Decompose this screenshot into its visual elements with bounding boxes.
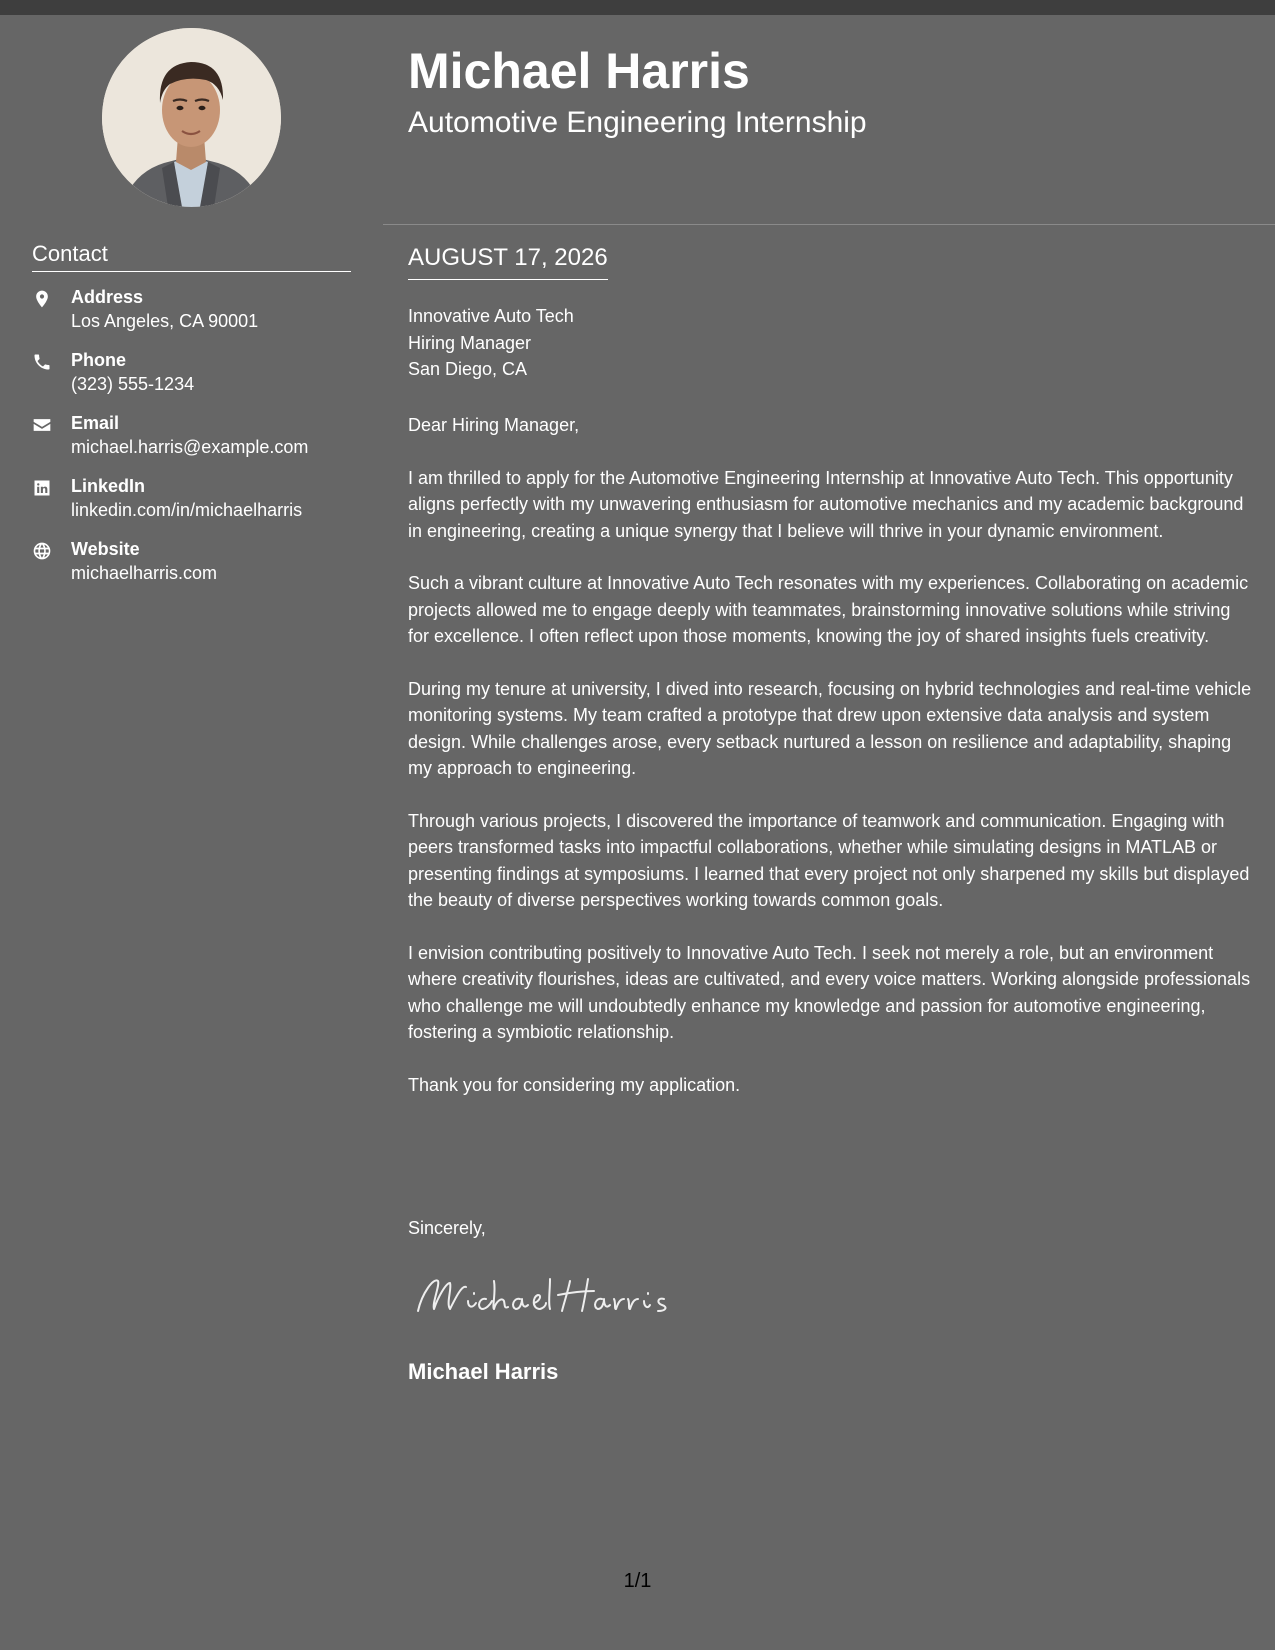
salutation: Dear Hiring Manager, — [408, 415, 580, 435]
contact-value: michaelharris.com — [71, 563, 218, 583]
contact-label: Website — [71, 539, 140, 559]
contact-value: michael.harris@example.com — [71, 437, 309, 457]
letter-body — [408, 412, 1253, 1124]
contact-address — [32, 285, 362, 348]
contact-heading: Contact — [32, 241, 351, 272]
linkedin-icon — [32, 478, 54, 500]
sidebar — [0, 15, 383, 1650]
document-page — [0, 15, 1275, 1650]
paragraph: I envision contributing positively to Innovative Auto Tech. I seek not merely a role, but an environment where creativity flourishes, ideas are cultivated, and every voice matters. Working alongside professionals who challenge me will undoubtedly enhance my knowledge and passion for automotive engineering, fostering a symbiotic relationship. — [408, 942, 1251, 1042]
contact-value: Los Angeles, CA 90001 — [71, 311, 259, 331]
avatar — [102, 28, 281, 207]
envelope-icon — [32, 415, 54, 437]
globe-icon — [32, 541, 54, 563]
phone-icon — [32, 352, 54, 374]
recipient-location: San Diego, CA — [408, 359, 528, 379]
contact-label: Email — [71, 413, 120, 433]
paragraph: Thank you for considering my application. — [408, 1074, 741, 1095]
paragraph: Through various projects, I discovered the importance of teamwork and communication. Engaging with peers transformed tasks into impactful collaborations, whether while simulating designs in MATLAB or presenting findings at symposiums. I learned that every project not only sharpened my skills but displayed the beauty of diverse perspectives working towards common goals. — [408, 810, 1250, 910]
recipient-company: Innovative Auto Tech — [408, 306, 574, 326]
contact-value: linkedin.com/in/michaelharris — [71, 500, 303, 520]
profile-photo — [102, 28, 281, 207]
applicant-name: Michael Harris — [408, 43, 750, 99]
paragraph: During my tenure at university, I dived into research, focusing on hybrid technologies and real-time vehicle monitoring systems. My team crafted a prototype that drew upon extensive data analysis and system design. While challenges arose, every setback nurtured a lesson on resilience and adaptability, shaping my approach to engineering. — [408, 678, 1252, 778]
closing: Sincerely, — [408, 1218, 486, 1238]
top-bar — [0, 0, 1275, 15]
contact-value: (323) 555-1234 — [71, 374, 195, 394]
contact-website — [32, 537, 362, 600]
handwritten-signature — [412, 1263, 672, 1333]
contact-label: Address — [71, 287, 144, 307]
page-indicator: 1/1 — [623, 1570, 652, 1592]
recipient-title: Hiring Manager — [408, 332, 532, 353]
contact-label: Phone — [71, 350, 127, 370]
recipient-block — [408, 303, 574, 383]
contact-label: LinkedIn — [71, 476, 146, 496]
contact-list — [32, 285, 362, 600]
job-title: Automotive Engineering Internship — [408, 106, 867, 139]
contact-linkedin — [32, 474, 362, 537]
paragraph: Such a vibrant culture at Innovative Auto Tech resonates with my experiences. Collaborating on academic projects allowed me to engage deeply with teammates, brainstorming innovative solutions while striving for excellence. I often reflect upon those moments, knowing the joy of shared insights fuels creativity. — [408, 573, 1249, 646]
paragraph: I am thrilled to apply for the Automotive Engineering Internship at Innovative Auto Tech. This opportunity aligns perfectly with my unwavering enthusiasm for automotive mechanics and my academic background in engineering, creating a unique synergy that I believe will thrive in your dynamic environment. — [408, 467, 1244, 541]
map-pin-icon — [32, 289, 54, 311]
header-divider — [383, 224, 1275, 225]
contact-email — [32, 411, 362, 474]
contact-phone — [32, 348, 362, 411]
signer-name: Michael Harris — [408, 1359, 559, 1384]
letter-date: AUGUST 17, 2026 — [408, 243, 608, 280]
